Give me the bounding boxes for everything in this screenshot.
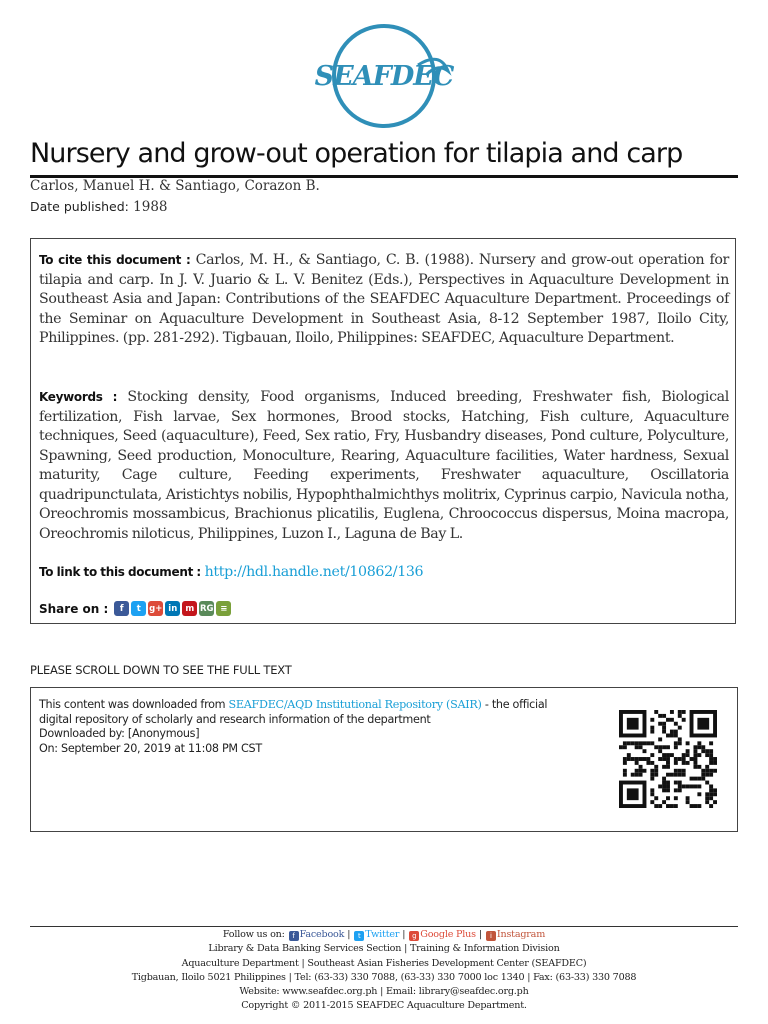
footer-separator: | (402, 929, 406, 940)
share-label: Share on : (39, 601, 109, 616)
downloaded-by: Downloaded by: [Anonymous] (39, 727, 200, 740)
share-icons (114, 601, 231, 616)
downloaded-on: On: September 20, 2019 at 11:08 PM CST (39, 741, 262, 755)
linkedin-icon[interactable]: in (165, 601, 180, 616)
share-row (39, 601, 231, 616)
footer-separator: | (347, 929, 351, 940)
cite-text: Carlos, M. H., & Santiago, C. B. (1988). Nursery and grow-out operation for tilapia and carp. In J. V. Juario & L. V. Benitez (Eds.), Perspectives in Aquaculture Development in Southeast Asia and Japan: Contributions of the SEAFDEC Aquaculture Department. Proceedings of the Seminar on Aquaculture Development in Southeast Asia, 8-12 September 1987, Iloilo City, Philippines. (pp. 281-292). Tigbauan, Iloilo, Philippines: SEAFDEC, Aquaculture Department. (39, 252, 729, 346)
handle-link[interactable]: http://hdl.handle.net/10862/136 (204, 564, 424, 580)
page-title: Nursery and grow-out operation for tilapia and carp (30, 138, 683, 169)
facebook-icon: f (289, 931, 299, 941)
repository-link[interactable]: SEAFDEC/AQD Institutional Repository (SAIR) (228, 698, 482, 711)
link-paragraph (39, 563, 729, 583)
footer-link-instagram[interactable]: Instagram (496, 929, 546, 940)
footer-line4: Tigbauan, Iloilo 5021 Philippines | Tel: (63-33) 330 7088, (63-33) 330 7000 loc 1340 | Fax: (63-33) 330 7088 (131, 971, 637, 983)
scroll-note: PLEASE SCROLL DOWN TO SEE THE FULL TEXT (30, 663, 292, 677)
twitter-icon: t (354, 931, 364, 941)
download-info-box (30, 687, 738, 832)
footer-divider (30, 926, 738, 927)
download-line1-suffix: - the official (484, 698, 548, 711)
seafdec-logo (312, 22, 456, 134)
download-line2: digital repository of scholarly and research information of the department (39, 712, 431, 726)
citation-paragraph (39, 251, 729, 349)
footer-line5: Website: www.seafdec.org.ph | Email: library@seafdec.org.ph (239, 986, 529, 998)
footer-line2: Library & Data Banking Services Section | Training & Information Division (208, 943, 560, 955)
twitter-icon[interactable]: t (131, 601, 146, 616)
google-plus-icon[interactable]: g+ (148, 601, 163, 616)
qr-code-icon (619, 710, 717, 808)
citation-box (30, 238, 736, 624)
date-label: Date published: (30, 199, 129, 214)
download-info-text (39, 698, 599, 756)
facebook-icon[interactable]: f (114, 601, 129, 616)
document-icon[interactable]: ≡ (216, 601, 231, 616)
logo-text: SEAFDEC (314, 61, 454, 92)
link-label: To link to this document : (39, 565, 201, 579)
keywords-paragraph (39, 388, 729, 544)
keywords-text: Stocking density, Food organisms, Induced breeding, Freshwater fish, Biological fertilization, Fish larvae, Sex hormones, Brood stocks, Hatching, Fish culture, Aquaculture techniques, Seed (aquaculture), Feed, Sex ratio, Fry, Husbandry diseases, Pond culture, Polyculture, Spawning, Seed production, Monoculture, Rearing, Aquaculture facilities, Water hardness, Sexual maturity, Cage culture, Feeding experiments, Freshwater aquaculture, Oscillatoria quadripunctulata, Aristichtys nobilis, Hypophthalmichthys molitrix, Cyprinus carpio, Navicula notha, Oreochromis mossambicus, Brachionus plicatilis, Euglena, Chroococcus dispersus, Moina macropa, Oreochromis niloticus, Philippines, Luzon I., Laguna de Bay L. (39, 389, 729, 542)
footer-separator: | (478, 929, 482, 940)
footer-link-google-plus[interactable]: Google Plus (420, 929, 476, 940)
follow-label: Follow us on: (222, 929, 285, 940)
footer (30, 928, 738, 1014)
follow-row (30, 928, 738, 942)
date-value: 1988 (133, 199, 168, 215)
footer-link-twitter[interactable]: Twitter (365, 929, 400, 940)
researchgate-icon[interactable]: RG (199, 601, 214, 616)
authors: Carlos, Manuel H. & Santiago, Corazon B. (30, 178, 320, 194)
google-plus-icon: g (409, 931, 419, 941)
date-published (30, 199, 168, 215)
keywords-label: Keywords : (39, 390, 118, 404)
instagram-icon: i (486, 931, 496, 941)
footer-copyright: Copyright © 2011-2015 SEAFDEC Aquaculture Department. (241, 1000, 527, 1012)
cite-label: To cite this document : (39, 253, 191, 267)
download-line1-prefix: This content was downloaded from (39, 698, 226, 711)
footer-link-facebook[interactable]: Facebook (299, 929, 345, 940)
mendeley-icon[interactable]: m (182, 601, 197, 616)
footer-line3: Aquaculture Department | Southeast Asian Fisheries Development Center (SEAFDEC) (181, 957, 587, 969)
